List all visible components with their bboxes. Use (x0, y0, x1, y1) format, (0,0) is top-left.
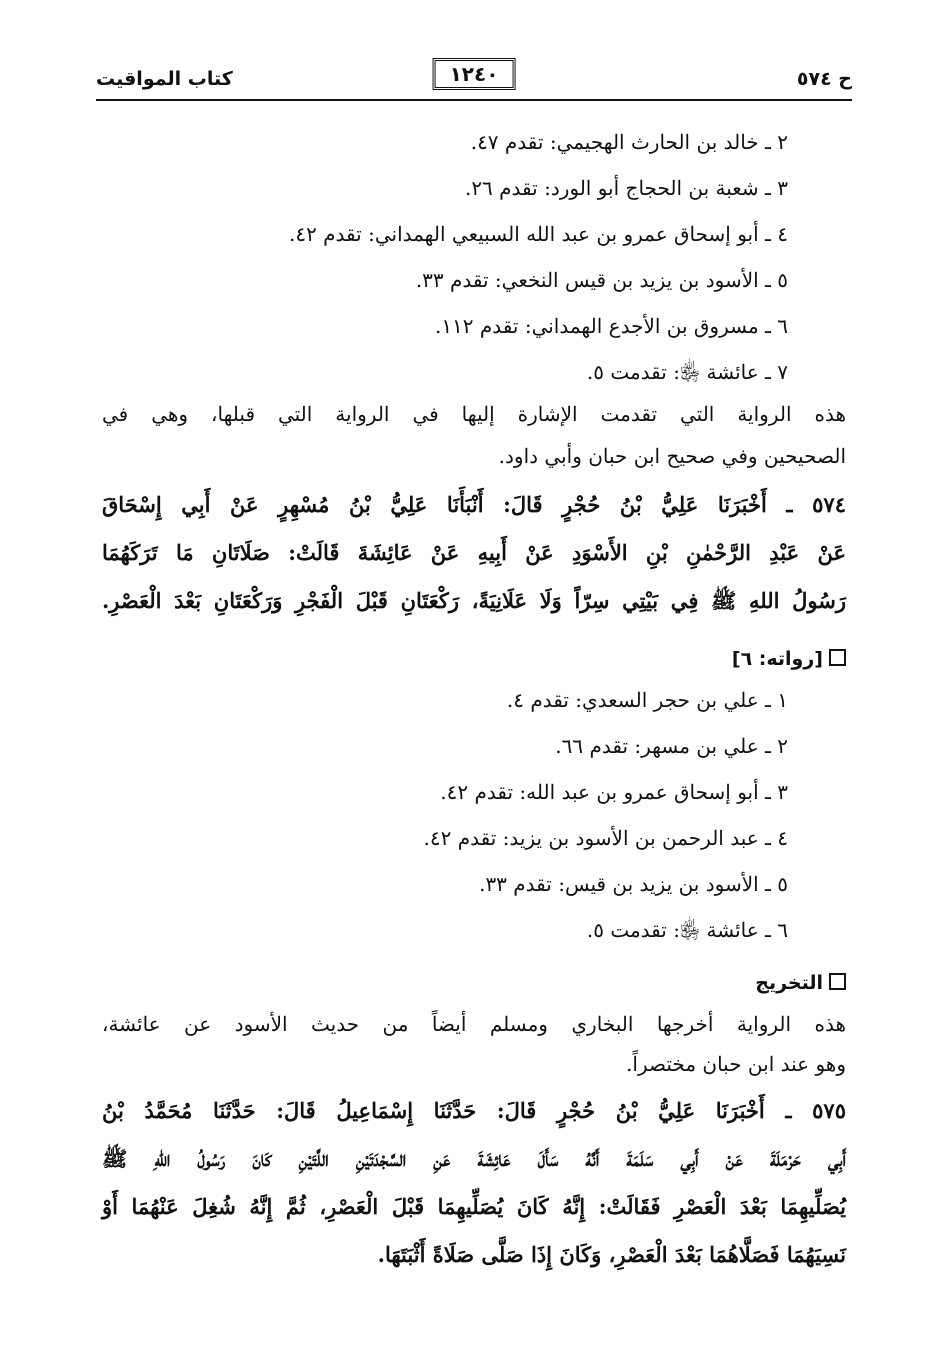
paragraph-line: الصحيحين وفي صحيح ابن حبان وأبي داود. (498, 444, 846, 468)
list-item: ٥ ـ الأسود بن يزيد بن قيس النخعي: تقدم ٣٣. (415, 268, 788, 292)
list-item: ٦ ـ عائشة ﵂: تقدمت ٥. (586, 918, 788, 942)
square-bullet-icon (829, 973, 846, 990)
book-title: كتاب المواقيت (96, 68, 233, 90)
hadith-line: نَسِيَهُمَا فَصَلَّاهُمَا بَعْدَ الْعَصْرِ، وَكَانَ إِذَا صَلَّى صَلَاةً أَثْبَتَهَا. (377, 1242, 846, 1267)
paragraph-line: هذه الرواية أخرجها البخاري ومسلم أيضاً من حديث الأسود عن عائشة، (102, 1012, 846, 1036)
hadith-line: أَبِي حَرْمَلَةَ عَنْ أَبِي سَلَمَةَ أَنَّهُ سَأَلَ عَائِشَةَ عَنِ السَّجْدَتَيْنِ اللَّتَيْنِ كَانَ رَسُولُ اللهِ ﷺ (102, 1146, 846, 1171)
list-item: ٤ ـ عبد الرحمن بن الأسود بن يزيد: تقدم ٤٢. (423, 826, 788, 850)
paragraph-line: وهو عند ابن حبان مختصراً. (626, 1052, 846, 1076)
list-item: ٥ ـ الأسود بن يزيد بن قيس: تقدم ٣٣. (479, 872, 788, 896)
section-heading (732, 648, 846, 670)
list-item: ٧ ـ عائشة ﵂: تقدمت ٥. (586, 360, 788, 384)
hadith-line: ٥٧٥ ـ أَخْبَرَنَا عَلِيُّ بْنُ حُجْرٍ قَالَ: حَدَّثَنَا إِسْمَاعِيلُ قَالَ: حَدَّثَنَا مُحَمَّدُ بْنُ (102, 1098, 846, 1123)
section-heading-text: التخريج (755, 972, 823, 994)
section-heading-text: [رواته: ٦] (731, 648, 823, 670)
page-number: ١٢٤٠ (433, 58, 516, 90)
list-item: ١ ـ علي بن حجر السعدي: تقدم ٤. (506, 688, 788, 712)
list-item: ٤ ـ أبو إسحاق عمرو بن عبد الله السبيعي الهمداني: تقدم ٤٢. (288, 222, 788, 246)
hadith-line: رَسُولُ اللهِ ﷺ فِي بَيْتِي سِرّاً وَلَا عَلَانِيَةً، رَكْعَتَانِ قَبْلَ الْفَجْرِ وَرَكْعَتَانِ بَعْدَ الْعَصْرِ. (102, 588, 846, 613)
list-item: ٢ ـ علي بن مسهر: تقدم ٦٦. (555, 734, 788, 758)
paragraph-line: هذه الرواية التي تقدمت الإشارة إليها في الرواية التي قبلها، وهي في (102, 402, 846, 426)
list-item: ٦ ـ مسروق بن الأجدع الهمداني: تقدم ١١٢. (434, 314, 788, 338)
header-divider (96, 99, 852, 101)
list-item: ٣ ـ شعبة بن الحجاج أبو الورد: تقدم ٢٦. (464, 176, 788, 200)
hadith-line: عَنْ عَبْدِ الرَّحْمٰنِ بْنِ الأَسْوَدِ عَنْ أَبِيهِ عَنْ عَائِشَةَ قَالَتْ: صَلَاتَانِ مَا تَرَكَهُمَا (102, 540, 846, 565)
hadith-line: يُصَلِّيهِمَا بَعْدَ الْعَصْرِ فَقَالَتْ: إِنَّهُ كَانَ يُصَلِّيهِمَا قَبْلَ الْعَصْرِ، ثُمَّ إِنَّهُ شُغِلَ عَنْهُمَا أَوْ (102, 1194, 846, 1219)
hadith-line: ٥٧٤ ـ أَخْبَرَنَا عَلِيُّ بْنُ حُجْرٍ قَالَ: أَنْبَأَنَا عَلِيُّ بْنُ مُسْهِرٍ عَنْ أَبِي إِسْحَاقَ (102, 492, 846, 517)
square-bullet-icon (829, 649, 846, 666)
hadith-reference: ح ٥٧٤ (796, 68, 852, 90)
list-item: ٢ ـ خالد بن الحارث الهجيمي: تقدم ٤٧. (470, 130, 788, 154)
page-header (96, 58, 852, 100)
list-item: ٣ ـ أبو إسحاق عمرو بن عبد الله: تقدم ٤٢. (440, 780, 788, 804)
section-heading (755, 972, 846, 994)
